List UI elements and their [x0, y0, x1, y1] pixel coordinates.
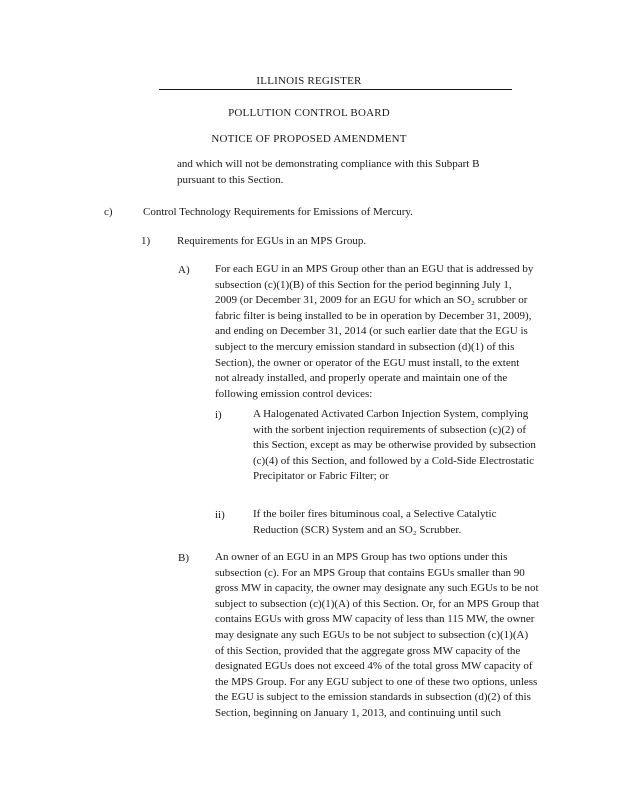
item-A-label: A)	[178, 264, 190, 276]
board-title: POLLUTION CONTROL BOARD	[228, 107, 390, 119]
register-header: ILLINOIS REGISTER	[256, 75, 362, 87]
item-1-label: 1)	[141, 235, 151, 247]
header-rule	[159, 89, 512, 90]
section-c-label: c)	[104, 206, 113, 218]
item-A-text: For each EGU in an MPS Group other than an EGU that is addressed by subsection (c)(1)(B) of this Section for the period beginning July 1, 2009 (or December 31, 2009 for an EGU for which an SO₂ scrubber or fabric filter is being installed to be in operation by December 31, 2009), and ending on December 31, 2014 (or such earlier date that the EGU is subject to the mercury emission standard in subsection (d)(1) of this Section), the owner or operator of the EGU must install, to the extent not already installed, and properly operate and maintain one of the following emission control devices:	[215, 263, 534, 400]
item-B-label: B)	[178, 552, 189, 564]
item-i-text: A Halogenated Activated Carbon Injection System, complying with the sorbent injection requirements of subsection (c)(2) of this Section, except as may be otherwise provided by subsection (c)(4) of this Section, and followed by a Cold-Side Electrostatic Precipitator or Fabric Filter; or	[253, 408, 536, 483]
item-B-text: An owner of an EGU in an MPS Group has two options under this subsection (c). For an MPS Group that contains EGUs smaller than 90 gross MW in capacity, the owner may designate any such EGUs to be not subject to subsection (c)(1)(A) of this Section. Or, for an MPS Group that contains EGUs with gross MW capacity of less than 115 MW, the owner may designate any such EGUs to be not subject to subsection (c)(1)(A) of this Section, provided that the aggregate gross MW capacity of the designated EGUs does not exceed 4% of the total gross MW capacity of the MPS Group. For any EGU subject to one of these two options, unless the EGU is subject to the emission standards in subsection (d)(2) of this Section, beginning on January 1, 2013, and continuing until such	[215, 551, 540, 719]
section-c-heading: Control Technology Requirements for Emissions of Mercury.	[143, 206, 413, 218]
item-ii-label: ii)	[215, 509, 225, 521]
notice-title: NOTICE OF PROPOSED AMENDMENT	[211, 133, 407, 145]
item-1-heading: Requirements for EGUs in an MPS Group.	[177, 235, 367, 247]
item-ii-text: If the boiler fires bituminous coal, a Selective Catalytic Reduction (SCR) System and an SO₂ Scrubber.	[253, 508, 497, 536]
continuation-text: and which will not be demonstrating compliance with this Subpart B pursuant to this Section.	[177, 158, 480, 186]
item-i-label: i)	[215, 409, 222, 421]
